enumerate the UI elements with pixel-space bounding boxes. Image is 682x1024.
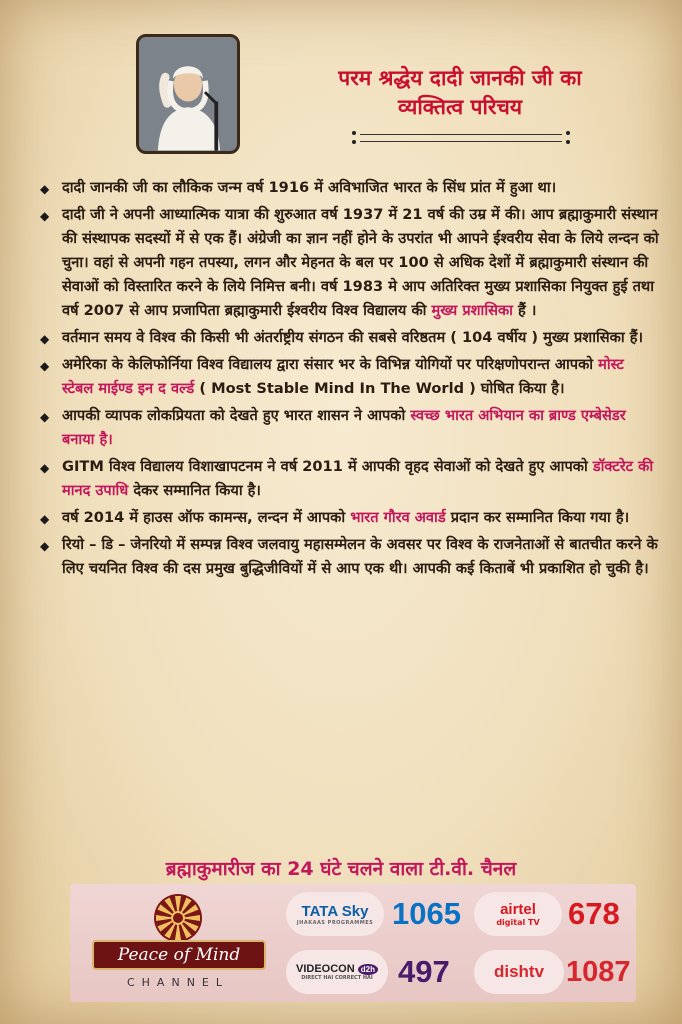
videocon-name: VIDEOCON: [296, 963, 355, 975]
highlighted-text: मोस्ट स्टेबल माईण्ड इन द वर्ल्ड: [62, 356, 624, 397]
title-line-1: परम श्रद्धेय दादी जानकी जी का: [338, 66, 582, 90]
logo-text: Peace of Mind: [92, 940, 266, 970]
divider-line: [360, 141, 562, 142]
bullet-item: [40, 455, 660, 503]
divider-dot: [352, 140, 356, 144]
bullet-item: [40, 176, 660, 200]
dishtv-name: dishtv: [493, 962, 545, 981]
airtel-logo: [474, 892, 562, 936]
videocon-tagline: DIRECT HAI CORRECT HAI: [301, 975, 373, 981]
bullet-item: [40, 326, 660, 350]
bullet-item: [40, 353, 660, 401]
channel-banner: [70, 884, 636, 1002]
divider-dot: [566, 131, 570, 135]
bullet-text: GITM विश्व विद्यालय विशाखापटनम ने वर्ष 2011 में आपकी वृहद सेवाओं को देखते हुए आपको: [62, 458, 593, 475]
title-divider: [352, 128, 570, 148]
videocon-brand: [296, 963, 378, 975]
bullet-item: [40, 404, 660, 452]
title-line-2: व्यक्तित्व परिचय: [397, 95, 523, 119]
diamond-bullet-icon: ◆: [40, 410, 50, 424]
divider-dot: [566, 140, 570, 144]
highlighted-text: डॉक्टरेट की मानद उपाधि: [62, 458, 654, 499]
biography-list: [40, 176, 660, 584]
diamond-bullet-icon: ◆: [40, 209, 50, 223]
d2h-badge: d2h: [358, 964, 378, 975]
tatasky-tagline: JHAKAAS PROGRAMMES: [296, 919, 374, 926]
airtel-name: airtel: [500, 901, 536, 918]
peace-of-mind-logo: [88, 888, 268, 998]
bullet-text: देकर सम्मानित किया है।: [128, 482, 261, 499]
dishtv-logo: [474, 950, 564, 994]
bullet-text: हैं ।: [512, 302, 537, 319]
diamond-bullet-icon: ◆: [40, 332, 50, 346]
channel-tagline: ब्रह्माकुमारीज का 24 घंटे चलने वाला टी.वी. चैनल: [165, 858, 517, 880]
chakra-icon: [88, 888, 268, 944]
bullet-text: वर्ष 2014 में हाउस ऑफ कामन्स, लन्दन में आपको: [62, 509, 351, 526]
page-title: [260, 64, 660, 122]
highlighted-text: मुख्य प्रशासिका: [431, 302, 513, 319]
bullet-text: दादी जी ने अपनी आध्यात्मिक यात्रा की शुरुआत वर्ष 1937 में 21 वर्ष की उम्र में की। आप ब्रह्माकुमारी संस्थान की संस्थापक सदस्यों में से एक हैं। अंग्रेजी का ज्ञान नहीं होने के उपरांत भी आपने ईश्वरीय सेवा के लिये लन्दन को चुना। वहां से अपनी गहन तपस्या, लगन और मेहनत के बल पर 100 से अधिक देशों में ब्रह्माकुमारी संस्थान की सेवाओं को विस्तारित करने के लिये निमित्त बनी। वर्ष 1983 मे आप अतिरिक्त मुख्य प्रशासिका नियुक्त हुई तथा वर्ष 2007 से आप प्रजापिता ब्रह्माकुमारी ईश्वरीय विश्व विद्यालय की: [62, 206, 659, 319]
divider-dot: [352, 131, 356, 135]
bullet-text: रियो – डि – जेनरियो में सम्पन्न विश्व जलवायु महासम्मेलन के अवसर पर विश्व के राजनेताओं से बातचीत करने के लिए चयनित विश्व की दस प्रमुख बुद्धिजीवियों में से आप एक थी। आपकी कई किताबें भी प्रकाशित हो चुकी है।: [62, 536, 658, 577]
diamond-bullet-icon: ◆: [40, 461, 50, 475]
diamond-bullet-icon: ◆: [40, 539, 50, 553]
divider-line: [360, 134, 562, 135]
bullet-text: दादी जानकी जी का लौकिक जन्म वर्ष 1916 में अविभाजित भारत के सिंध प्रांत में हुआ था।: [62, 179, 557, 196]
bullet-text: आपकी व्यापक लोकप्रियता को देखते हुए भारत शासन ने आपको: [62, 407, 411, 424]
videocon-channel-number: 497: [398, 954, 450, 989]
bullet-text: अमेरिका के केलिफोर्निया विश्व विद्यालय द्वारा संसार भर के विभिन्न योगियों पर परिक्षणोपरान्त आपको: [62, 356, 599, 373]
highlighted-text: भारत गौरव अवार्ड: [350, 509, 446, 526]
bullet-text: ( Most Stable Mind In The World ) घोषित किया है।: [194, 380, 565, 397]
highlighted-text: स्वच्छ भारत अभियान का ब्राण्ड एम्बेसेडर बनाया है।: [62, 407, 626, 448]
bullet-text: वर्तमान समय वे विश्व की किसी भी अंतर्राष्ट्रीय संगठन की सबसे वरिष्ठतम ( 104 वर्षीय ) मुख्य प्रशासिका हैं।: [62, 329, 643, 346]
portrait-illustration: [139, 37, 237, 151]
videocon-logo: [286, 950, 388, 994]
logo-subtext: CHANNEL: [126, 976, 229, 989]
airtel-tagline: digital TV: [496, 918, 540, 927]
diamond-bullet-icon: ◆: [40, 512, 50, 526]
dishtv-channel-number: 1087: [566, 956, 631, 988]
bullet-item: [40, 506, 660, 530]
diamond-bullet-icon: ◆: [40, 359, 50, 373]
tatasky-logo: [286, 892, 384, 936]
bullet-text: प्रदान कर सम्मानित किया गया है।: [445, 509, 630, 526]
diamond-bullet-icon: ◆: [40, 182, 50, 196]
tatasky-channel-number: 1065: [392, 896, 461, 931]
tatasky-name: TATA Sky: [301, 902, 369, 920]
portrait-photo: [136, 34, 240, 154]
bullet-item: [40, 203, 660, 323]
bullet-item: [40, 533, 660, 581]
airtel-channel-number: 678: [568, 896, 620, 931]
